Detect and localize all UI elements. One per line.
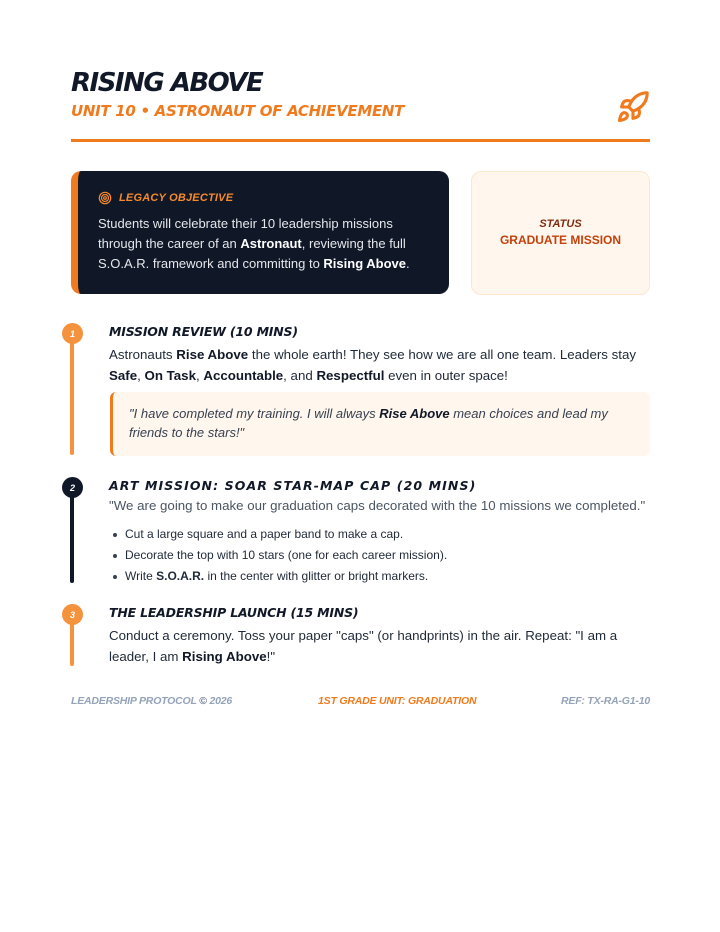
status-card <box>471 171 650 295</box>
status-value: GRADUATE MISSION <box>499 233 622 247</box>
pledge-quote: "I have completed my training. I will always Rise Above mean choices and lead my friends to the stars!" <box>110 392 650 456</box>
step-title-2: ART MISSION: SOAR STAR-MAP CAP (20 MINS) <box>109 478 477 493</box>
footer-protocol: LEADERSHIP PROTOCOL © 2026 <box>71 695 233 707</box>
rocket-icon <box>616 90 650 124</box>
step-quote-2: "We are going to make our graduation caps decorated with the 10 missions we completed." <box>109 498 646 513</box>
list-item: Decorate the top with 10 stars (one for each career mission). <box>109 545 447 566</box>
step-number-1: 1 <box>62 323 83 344</box>
objective-header <box>98 191 427 205</box>
page-header <box>71 68 650 120</box>
target-icon <box>98 191 112 205</box>
legacy-objective-card <box>71 171 449 294</box>
status-label: STATUS <box>539 218 582 230</box>
page-title: RISING ABOVE <box>71 68 263 98</box>
objective-label: LEGACY OBJECTIVE <box>119 192 234 204</box>
page-subtitle: UNIT 10 • ASTRONAUT OF ACHIEVEMENT <box>71 102 405 120</box>
step-number-3: 3 <box>62 604 83 625</box>
list-item: Write S.O.A.R. in the center with glitter or bright markers. <box>109 566 447 587</box>
footer-reference: REF: TX-RA-G1-10 <box>561 695 650 707</box>
step-title-1: MISSION REVIEW (10 MINS) <box>109 324 298 339</box>
art-steps-list <box>109 524 447 587</box>
step-text-3: Conduct a ceremony. Toss your paper "caps" (or handprints) in the air. Repeat: "I am a leader, I am Rising Above!" <box>109 628 618 664</box>
footer-unit: 1ST GRADE UNIT: GRADUATION <box>318 695 477 707</box>
list-item: Cut a large square and a paper band to make a cap. <box>109 524 447 545</box>
header-divider <box>71 139 650 142</box>
step-text-1: Astronauts Rise Above the whole earth! They see how we are all one team. Leaders stay Safe, On Task, Accountable, and Respectful even in outer space! <box>109 347 637 383</box>
step-number-2: 2 <box>62 477 83 498</box>
objective-text: Students will celebrate their 10 leadership missions through the career of an Astronaut, reviewing the full S.O.A.R. framework and committing to Rising Above. <box>98 216 410 271</box>
step-title-3: THE LEADERSHIP LAUNCH (15 MINS) <box>109 605 359 620</box>
